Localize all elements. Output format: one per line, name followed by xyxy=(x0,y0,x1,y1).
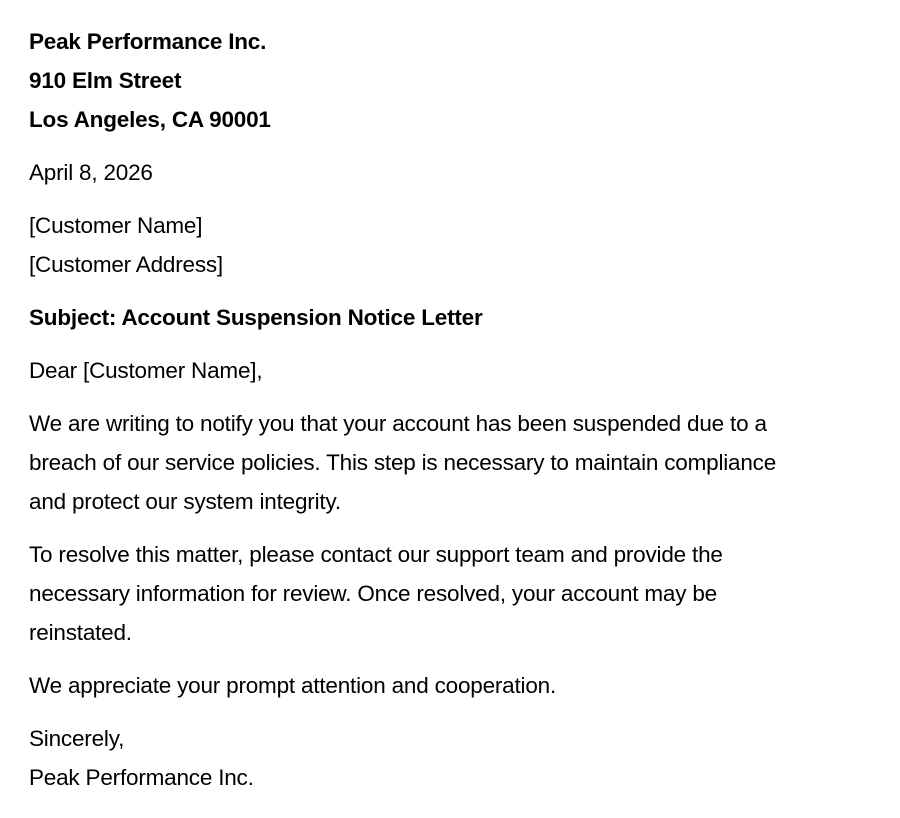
paragraph-line: reinstated. xyxy=(29,620,132,645)
closing-block xyxy=(29,719,871,797)
sender-company: Peak Performance Inc. xyxy=(29,29,267,54)
valediction: Sincerely, xyxy=(29,726,125,751)
recipient-address: [Customer Address] xyxy=(29,252,223,277)
sender-city-state-zip: Los Angeles, CA 90001 xyxy=(29,107,271,132)
sender-address-block xyxy=(29,22,871,139)
recipient-block xyxy=(29,206,871,284)
date-text: April 8, 2026 xyxy=(29,160,153,185)
subject-text: Subject: Account Suspension Notice Letter xyxy=(29,305,483,330)
body-paragraph-2 xyxy=(29,535,871,652)
body-paragraph-3 xyxy=(29,666,871,705)
recipient-name: [Customer Name] xyxy=(29,213,203,238)
paragraph-line: breach of our service policies. This step is necessary to maintain compliance xyxy=(29,450,777,475)
greeting-text: Dear [Customer Name], xyxy=(29,358,263,383)
paragraph-line: To resolve this matter, please contact our support team and provide the xyxy=(29,542,723,567)
subject-line xyxy=(29,298,871,337)
letter-date xyxy=(29,153,871,192)
greeting xyxy=(29,351,871,390)
paragraph-line: necessary information for review. Once resolved, your account may be xyxy=(29,581,717,606)
signature: Peak Performance Inc. xyxy=(29,765,254,790)
body-paragraph-1 xyxy=(29,404,871,521)
paragraph-line: We are writing to notify you that your account has been suspended due to a xyxy=(29,411,767,436)
paragraph-line: We appreciate your prompt attention and cooperation. xyxy=(29,673,557,698)
sender-street: 910 Elm Street xyxy=(29,68,182,93)
paragraph-line: and protect our system integrity. xyxy=(29,489,341,514)
